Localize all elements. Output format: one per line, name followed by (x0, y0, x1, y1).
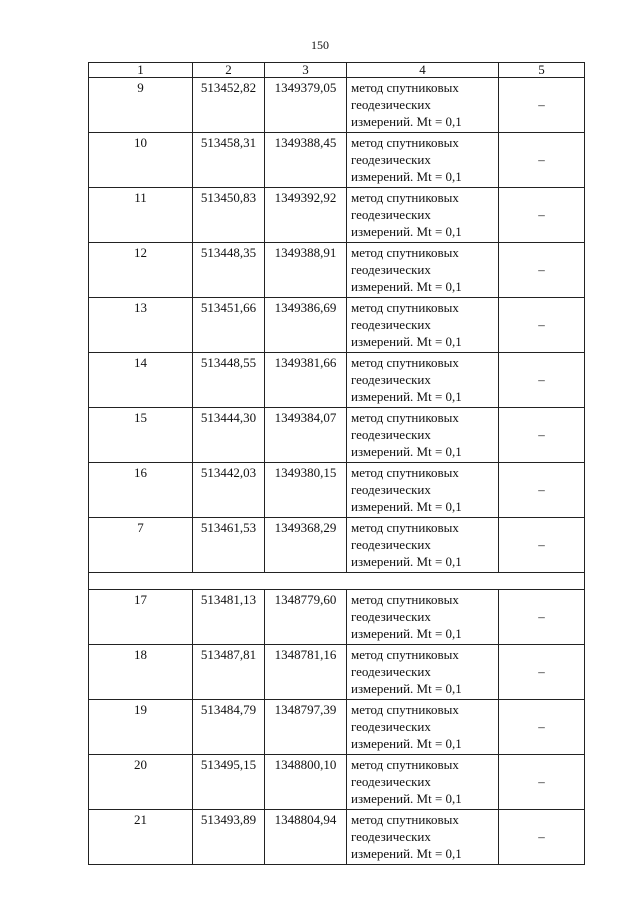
point-number-cell: 12 (89, 243, 193, 298)
method-line: геодезических (351, 829, 431, 844)
note-cell: – (499, 408, 585, 463)
y-coordinate-cell: 1349381,66 (265, 353, 347, 408)
x-coordinate-cell: 513461,53 (193, 518, 265, 573)
method-line: метод спутниковых (351, 410, 459, 425)
method-line: метод спутниковых (351, 245, 459, 260)
table-row (89, 188, 585, 243)
method-line: измерений. Mt = 0,1 (351, 114, 462, 129)
point-number-cell: 14 (89, 353, 193, 408)
group-separator-row (89, 573, 585, 590)
method-line: геодезических (351, 537, 431, 552)
table-row (89, 810, 585, 865)
method-line: измерений. Mt = 0,1 (351, 554, 462, 569)
x-coordinate-cell: 513444,30 (193, 408, 265, 463)
method-line: измерений. Mt = 0,1 (351, 224, 462, 239)
point-number-cell: 7 (89, 518, 193, 573)
method-line: измерений. Mt = 0,1 (351, 499, 462, 514)
table-body (89, 78, 585, 865)
x-coordinate-cell: 513451,66 (193, 298, 265, 353)
y-coordinate-cell: 1349386,69 (265, 298, 347, 353)
method-cell (347, 78, 499, 133)
x-coordinate-cell: 513442,03 (193, 463, 265, 518)
method-line: геодезических (351, 719, 431, 734)
method-line: метод спутниковых (351, 812, 459, 827)
method-cell (347, 700, 499, 755)
x-coordinate-cell: 513448,35 (193, 243, 265, 298)
method-line: измерений. Mt = 0,1 (351, 279, 462, 294)
table-row (89, 408, 585, 463)
y-coordinate-cell: 1348804,94 (265, 810, 347, 865)
table-row (89, 590, 585, 645)
coordinates-table (88, 62, 585, 865)
x-coordinate-cell: 513481,13 (193, 590, 265, 645)
table-row (89, 133, 585, 188)
point-number-cell: 17 (89, 590, 193, 645)
method-cell (347, 133, 499, 188)
method-cell (347, 755, 499, 810)
y-coordinate-cell: 1349379,05 (265, 78, 347, 133)
note-cell: – (499, 78, 585, 133)
method-line: геодезических (351, 609, 431, 624)
point-number-cell: 16 (89, 463, 193, 518)
table-row (89, 298, 585, 353)
x-coordinate-cell: 513484,79 (193, 700, 265, 755)
header-col-1: 1 (89, 63, 193, 78)
point-number-cell: 13 (89, 298, 193, 353)
note-cell: – (499, 188, 585, 243)
note-cell: – (499, 353, 585, 408)
method-line: геодезических (351, 427, 431, 442)
method-line: геодезических (351, 262, 431, 277)
method-cell (347, 243, 499, 298)
x-coordinate-cell: 513487,81 (193, 645, 265, 700)
method-line: метод спутниковых (351, 647, 459, 662)
page-number: 150 (311, 38, 329, 52)
method-line: метод спутниковых (351, 190, 459, 205)
note-cell: – (499, 645, 585, 700)
x-coordinate-cell: 513452,82 (193, 78, 265, 133)
point-number-cell: 11 (89, 188, 193, 243)
point-number-cell: 19 (89, 700, 193, 755)
note-cell: – (499, 243, 585, 298)
x-coordinate-cell: 513448,55 (193, 353, 265, 408)
method-line: геодезических (351, 482, 431, 497)
method-line: геодезических (351, 664, 431, 679)
note-cell: – (499, 755, 585, 810)
y-coordinate-cell: 1348781,16 (265, 645, 347, 700)
header-col-5: 5 (499, 63, 585, 78)
method-line: измерений. Mt = 0,1 (351, 334, 462, 349)
method-line: метод спутниковых (351, 702, 459, 717)
y-coordinate-cell: 1349388,45 (265, 133, 347, 188)
note-cell: – (499, 133, 585, 188)
method-cell (347, 645, 499, 700)
note-cell: – (499, 590, 585, 645)
table-row (89, 700, 585, 755)
method-line: метод спутниковых (351, 520, 459, 535)
note-cell: – (499, 810, 585, 865)
method-line: метод спутниковых (351, 135, 459, 150)
table-row (89, 645, 585, 700)
method-cell (347, 408, 499, 463)
method-line: метод спутниковых (351, 465, 459, 480)
method-line: геодезических (351, 152, 431, 167)
method-line: геодезических (351, 207, 431, 222)
header-col-4: 4 (347, 63, 499, 78)
point-number-cell: 9 (89, 78, 193, 133)
method-cell (347, 518, 499, 573)
y-coordinate-cell: 1348797,39 (265, 700, 347, 755)
method-cell (347, 590, 499, 645)
method-line: измерений. Mt = 0,1 (351, 791, 462, 806)
y-coordinate-cell: 1349388,91 (265, 243, 347, 298)
method-cell (347, 463, 499, 518)
note-cell: – (499, 298, 585, 353)
method-cell (347, 353, 499, 408)
table-row (89, 243, 585, 298)
x-coordinate-cell: 513495,15 (193, 755, 265, 810)
method-line: измерений. Mt = 0,1 (351, 846, 462, 861)
method-line: измерений. Mt = 0,1 (351, 169, 462, 184)
y-coordinate-cell: 1349392,92 (265, 188, 347, 243)
method-line: метод спутниковых (351, 300, 459, 315)
method-cell (347, 810, 499, 865)
header-col-2: 2 (193, 63, 265, 78)
method-line: геодезических (351, 317, 431, 332)
group-separator-cell (89, 573, 585, 590)
header-row (89, 63, 585, 78)
point-number-cell: 21 (89, 810, 193, 865)
y-coordinate-cell: 1349380,15 (265, 463, 347, 518)
method-cell (347, 188, 499, 243)
method-line: метод спутниковых (351, 592, 459, 607)
method-line: геодезических (351, 774, 431, 789)
y-coordinate-cell: 1349384,07 (265, 408, 347, 463)
method-line: метод спутниковых (351, 355, 459, 370)
header-col-3: 3 (265, 63, 347, 78)
y-coordinate-cell: 1348800,10 (265, 755, 347, 810)
method-line: измерений. Mt = 0,1 (351, 681, 462, 696)
y-coordinate-cell: 1349368,29 (265, 518, 347, 573)
method-line: измерений. Mt = 0,1 (351, 444, 462, 459)
method-line: измерений. Mt = 0,1 (351, 736, 462, 751)
x-coordinate-cell: 513450,83 (193, 188, 265, 243)
table-row (89, 78, 585, 133)
method-line: геодезических (351, 372, 431, 387)
note-cell: – (499, 700, 585, 755)
point-number-cell: 20 (89, 755, 193, 810)
method-cell (347, 298, 499, 353)
method-line: метод спутниковых (351, 80, 459, 95)
y-coordinate-cell: 1348779,60 (265, 590, 347, 645)
method-line: метод спутниковых (351, 757, 459, 772)
note-cell: – (499, 463, 585, 518)
table-row (89, 353, 585, 408)
x-coordinate-cell: 513458,31 (193, 133, 265, 188)
method-line: измерений. Mt = 0,1 (351, 389, 462, 404)
point-number-cell: 18 (89, 645, 193, 700)
table-row (89, 463, 585, 518)
method-line: геодезических (351, 97, 431, 112)
x-coordinate-cell: 513493,89 (193, 810, 265, 865)
note-cell: – (499, 518, 585, 573)
point-number-cell: 15 (89, 408, 193, 463)
table-row (89, 518, 585, 573)
table-row (89, 755, 585, 810)
point-number-cell: 10 (89, 133, 193, 188)
method-line: измерений. Mt = 0,1 (351, 626, 462, 641)
